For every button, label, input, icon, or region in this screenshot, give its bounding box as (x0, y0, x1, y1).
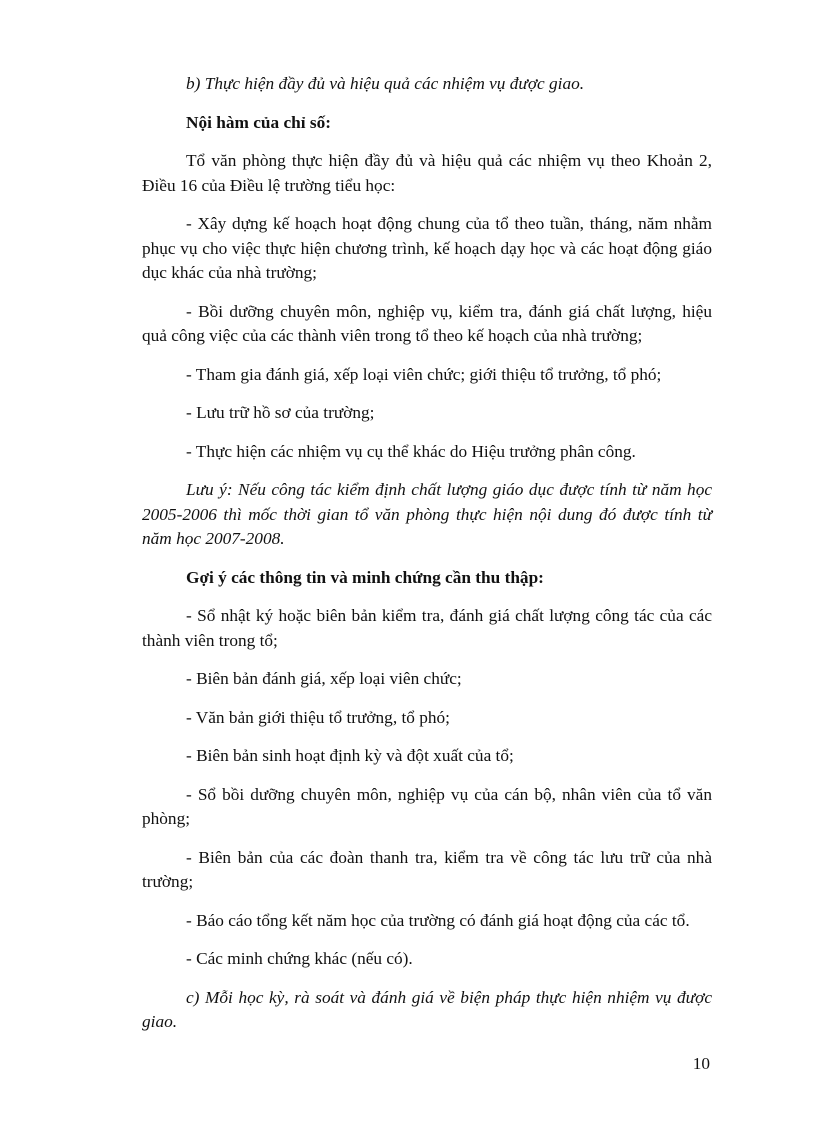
task-item: - Tham gia đánh giá, xếp loại viên chức; giới thiệu tổ trưởng, tổ phó; (186, 364, 662, 384)
task-item: - Thực hiện các nhiệm vụ cụ thể khác do Hiệu trưởng phân công. (186, 441, 636, 461)
evidence-item: - Báo cáo tổng kết năm học của trường có đánh giá hoạt động của các tổ. (186, 910, 690, 930)
evidence-list (142, 604, 712, 972)
document-body (142, 72, 712, 1049)
task-list (142, 212, 712, 464)
evidence-item: - Văn bản giới thiệu tổ trưởng, tổ phó; (186, 707, 450, 727)
intro-paragraph: Tổ văn phòng thực hiện đầy đủ và hiệu quả các nhiệm vụ theo Khoản 2, Điều 16 của Điều lệ trường tiểu học: (142, 151, 712, 195)
goi-y-heading: Gợi ý các thông tin và minh chứng cần thu thập: (186, 567, 544, 587)
evidence-item: - Sổ bồi dưỡng chuyên môn, nghiệp vụ của cán bộ, nhân viên của tổ văn phòng; (142, 784, 712, 828)
evidence-item: - Các minh chứng khác (nếu có). (186, 949, 413, 968)
evidence-item: - Biên bản đánh giá, xếp loại viên chức; (186, 669, 462, 688)
section-c-heading: c) Mỗi học kỳ, rà soát và đánh giá về biện pháp thực hiện nhiệm vụ được giao. (142, 987, 712, 1031)
task-item: - Lưu trữ hồ sơ của trường; (186, 403, 375, 422)
evidence-item: - Sổ nhật ký hoặc biên bản kiểm tra, đánh giá chất lượng công tác của các thành viên trong tổ; (142, 606, 712, 650)
noi-ham-heading: Nội hàm của chỉ số: (186, 112, 331, 132)
note-paragraph: Lưu ý: Nếu công tác kiểm định chất lượng giáo dục được tính từ năm học 2005-2006 thì mốc thời gian tổ văn phòng thực hiện nội dung đó được tính từ năm học 2007-2008. (142, 480, 712, 548)
section-b-heading: b) Thực hiện đầy đủ và hiệu quả các nhiệm vụ được giao. (186, 74, 585, 93)
evidence-item: - Biên bản của các đoàn thanh tra, kiểm tra về công tác lưu trữ của nhà trường; (142, 847, 712, 891)
page-number: 10 (692, 1054, 710, 1073)
task-item: - Bồi dưỡng chuyên môn, nghiệp vụ, kiểm tra, đánh giá chất lượng, hiệu quả công việc của các thành viên trong tổ theo kế hoạch của nhà trường; (142, 301, 712, 345)
evidence-item: - Biên bản sinh hoạt định kỳ và đột xuất của tổ; (186, 746, 514, 765)
task-item: - Xây dựng kế hoạch hoạt động chung của tổ theo tuần, tháng, năm nhằm phục vụ cho việc thực hiện chương trình, kế hoạch dạy học và các hoạt động giáo dục khác của nhà trường; (142, 214, 712, 282)
